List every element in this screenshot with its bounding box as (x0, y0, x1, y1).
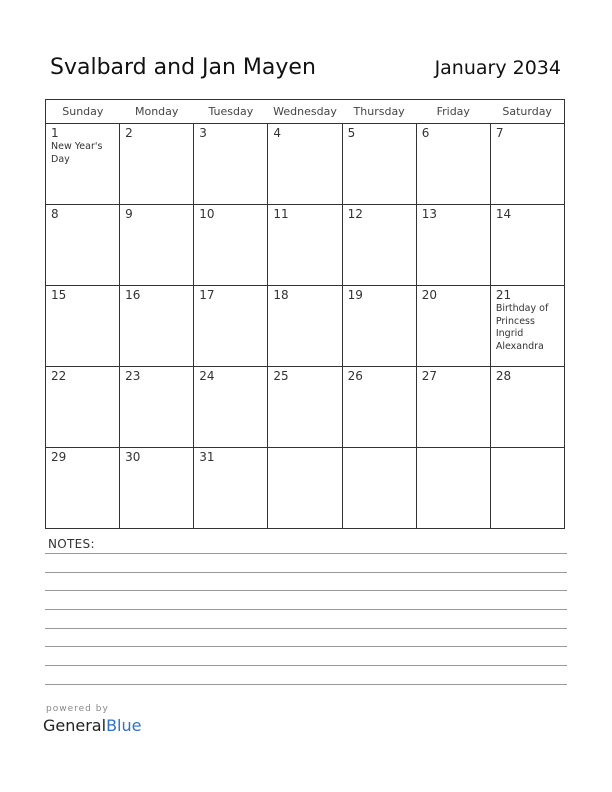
day-cell (194, 367, 268, 448)
day-cell (194, 448, 268, 529)
generalblue-logo (43, 716, 141, 735)
notes-line (45, 628, 567, 629)
day-cell (120, 124, 194, 205)
week-row (46, 286, 565, 367)
day-cell (416, 124, 490, 205)
weekday-header: Monday (120, 100, 194, 124)
notes-line (45, 553, 567, 554)
week-row (46, 367, 565, 448)
notes-line (45, 684, 567, 685)
day-cell (46, 205, 120, 286)
day-cell (342, 286, 416, 367)
day-cell (120, 205, 194, 286)
day-number: 29 (51, 450, 67, 464)
day-number: 31 (199, 450, 215, 464)
day-cell (120, 286, 194, 367)
day-number: 7 (495, 126, 504, 140)
calendar-month-title: January 2034 (434, 57, 561, 79)
day-number: 14 (495, 207, 512, 221)
day-cell (46, 286, 120, 367)
day-number: 13 (421, 207, 437, 221)
day-number: 22 (51, 369, 67, 383)
week-row (46, 205, 565, 286)
weekday-header: Thursday (342, 100, 416, 124)
day-cell (490, 124, 564, 205)
day-cell (416, 286, 490, 367)
notes-label: NOTES: (48, 537, 95, 551)
day-cell-empty (416, 448, 490, 529)
day-cell (268, 286, 342, 367)
day-number: 20 (421, 288, 437, 302)
day-number: 10 (199, 207, 215, 221)
day-cell (268, 367, 342, 448)
notes-line (45, 609, 567, 610)
powered-by-text: powered by (46, 704, 109, 714)
day-number: 3 (199, 126, 207, 140)
logo-general-text: General (43, 716, 107, 735)
day-number: 30 (125, 450, 141, 464)
day-cell (194, 205, 268, 286)
day-number: 24 (199, 369, 215, 383)
day-number: 5 (347, 126, 356, 140)
day-cell (46, 124, 120, 205)
day-number: 23 (125, 369, 141, 383)
day-number: 15 (51, 288, 67, 302)
notes-line (45, 646, 567, 647)
notes-line (45, 572, 567, 573)
day-number: 9 (125, 207, 133, 221)
notes-line (45, 665, 567, 666)
day-number: 1 (51, 126, 59, 140)
day-cell (268, 205, 342, 286)
day-cell-empty (268, 448, 342, 529)
day-cell (342, 205, 416, 286)
day-number: 25 (273, 369, 289, 383)
day-cell (46, 448, 120, 529)
day-cell (342, 124, 416, 205)
day-cell (416, 205, 490, 286)
day-cell-empty (342, 448, 416, 529)
day-cell (342, 367, 416, 448)
weekday-header: Sunday (46, 100, 120, 124)
weekday-header: Friday (416, 100, 490, 124)
day-cell-empty (490, 448, 564, 529)
day-cell (268, 124, 342, 205)
day-number: 28 (495, 369, 512, 383)
day-cell (490, 205, 564, 286)
calendar-country-title: Svalbard and Jan Mayen (50, 55, 316, 80)
weekday-header: Saturday (490, 100, 564, 124)
day-number: 4 (273, 126, 282, 140)
day-cell (416, 367, 490, 448)
day-cell (120, 367, 194, 448)
day-number: 26 (347, 369, 363, 383)
day-number: 17 (199, 288, 215, 302)
weekday-header: Tuesday (194, 100, 268, 124)
week-row (46, 448, 565, 529)
logo-blue-text: Blue (106, 716, 142, 735)
day-number: 11 (273, 207, 289, 221)
day-cell (46, 367, 120, 448)
notes-line (45, 590, 567, 591)
day-number: 2 (125, 126, 133, 140)
day-number: 8 (51, 207, 59, 221)
weekday-header: Wednesday (268, 100, 342, 124)
day-cell (490, 286, 564, 367)
day-number: 12 (347, 207, 363, 221)
day-cell (194, 124, 268, 205)
day-number: 19 (347, 288, 363, 302)
holiday-label: Birthday of Princess Ingrid Alexandra (495, 303, 549, 352)
weekday-header-row (46, 100, 565, 124)
day-cell (194, 286, 268, 367)
month-calendar-grid (45, 99, 565, 529)
holiday-label: New Year's Day (51, 141, 103, 165)
week-row (46, 124, 565, 205)
day-cell (490, 367, 564, 448)
day-number: 18 (273, 288, 289, 302)
day-number: 16 (125, 288, 141, 302)
day-cell (120, 448, 194, 529)
day-number: 21 (495, 288, 512, 302)
day-number: 6 (421, 126, 430, 140)
day-number: 27 (421, 369, 437, 383)
